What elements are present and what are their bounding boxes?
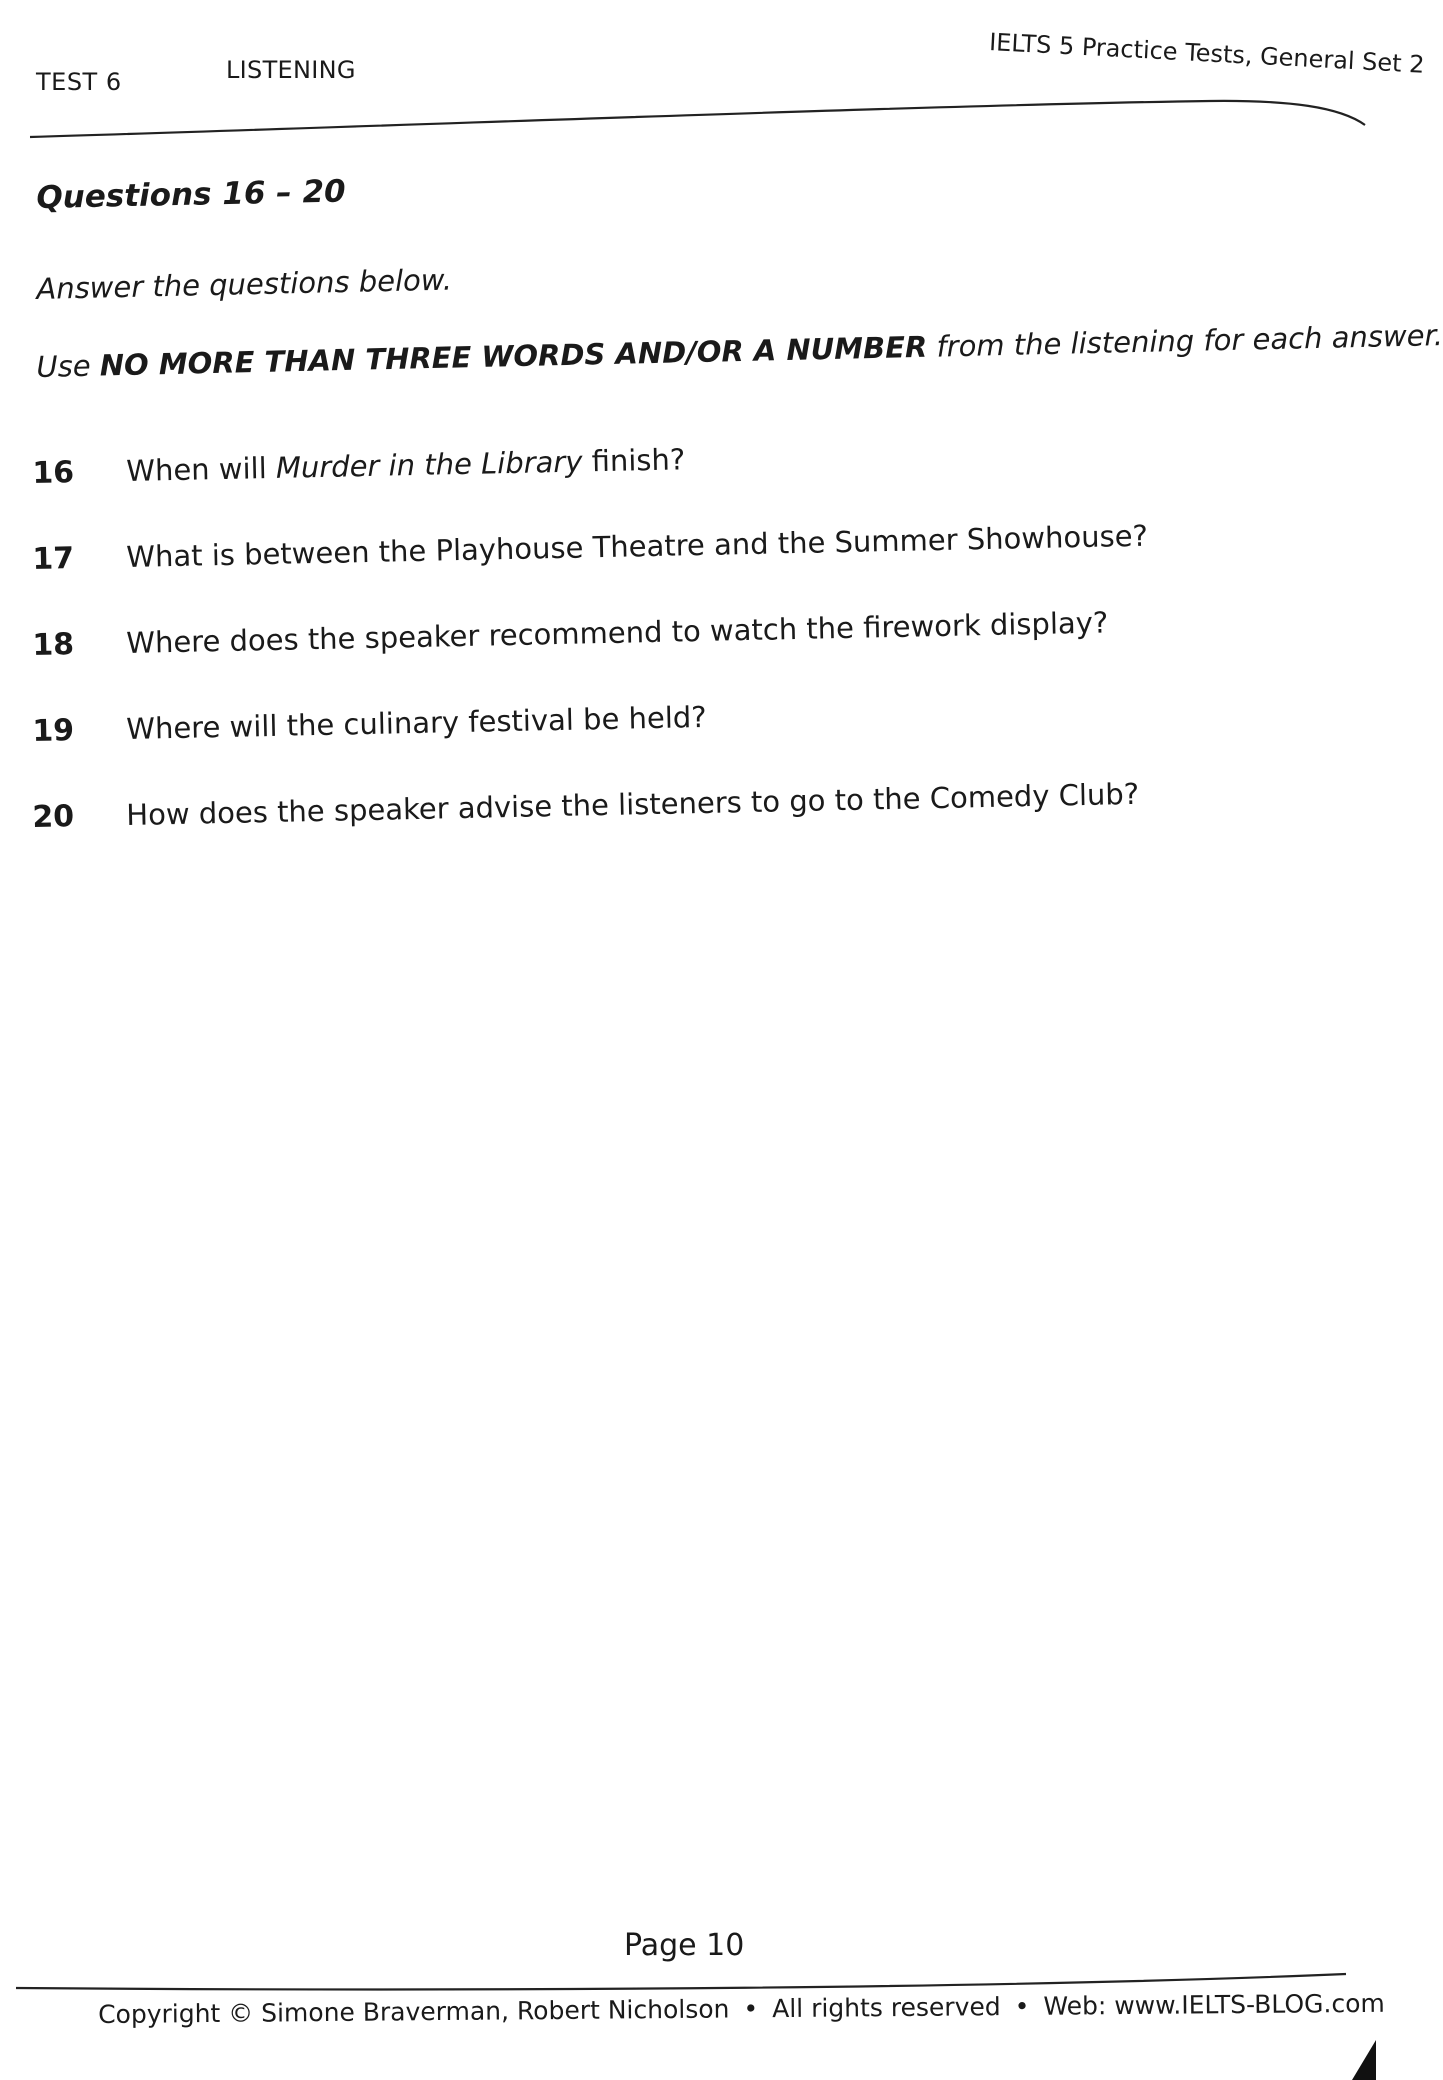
instruction-line-2	[36, 318, 1443, 384]
page-number: Page 10	[624, 1928, 745, 1963]
instruction-prefix: Use	[36, 348, 91, 384]
header-divider	[30, 95, 1370, 145]
header-section-label: LISTENING	[226, 56, 356, 84]
footer-separator: •	[1014, 1991, 1030, 2022]
footer-rights: All rights reserved	[772, 1992, 1001, 2024]
page-corner-shadow	[1346, 2040, 1376, 2080]
question-text: What is between the Playhouse Theatre and the Summer Showhouse?	[125, 518, 1149, 575]
footer-copyright: Copyright © Simone Braverman, Robert Nicholson	[98, 1994, 730, 2029]
question-text: Where does the speaker recommend to watch the firework display?	[125, 605, 1109, 661]
question-text-after: finish?	[582, 442, 686, 479]
question-number: 19	[32, 713, 75, 749]
instruction-line-1: Answer the questions below.	[36, 262, 453, 306]
footer-web: Web: www.IELTS-BLOG.com	[1043, 1988, 1385, 2021]
question-row	[32, 775, 1232, 835]
question-text	[126, 442, 686, 488]
question-number: 20	[32, 799, 75, 835]
question-row	[32, 603, 1232, 663]
footer-separator: •	[743, 1994, 759, 2024]
question-text: Where will the culinary festival be held?	[125, 699, 707, 747]
question-number: 17	[32, 541, 75, 577]
question-number: 18	[32, 627, 75, 663]
question-text-before: When will	[125, 450, 277, 489]
question-row	[32, 517, 1232, 577]
instruction-suffix: from the listening for each answer.	[936, 318, 1443, 364]
question-text: How does the speaker advise the listeners to go to the Comedy Club?	[125, 776, 1140, 833]
question-number: 16	[32, 455, 75, 491]
header-test-label: TEST 6	[36, 68, 122, 96]
instruction-word-limit: NO MORE THAN THREE WORDS AND/OR A NUMBER	[99, 329, 928, 383]
question-row	[32, 431, 1232, 491]
questions-heading: Questions 16 – 20	[36, 173, 347, 216]
show-title: Murder in the Library	[275, 444, 583, 485]
header-book-title: IELTS 5 Practice Tests, General Set 2	[988, 28, 1426, 79]
question-row	[32, 689, 1232, 749]
